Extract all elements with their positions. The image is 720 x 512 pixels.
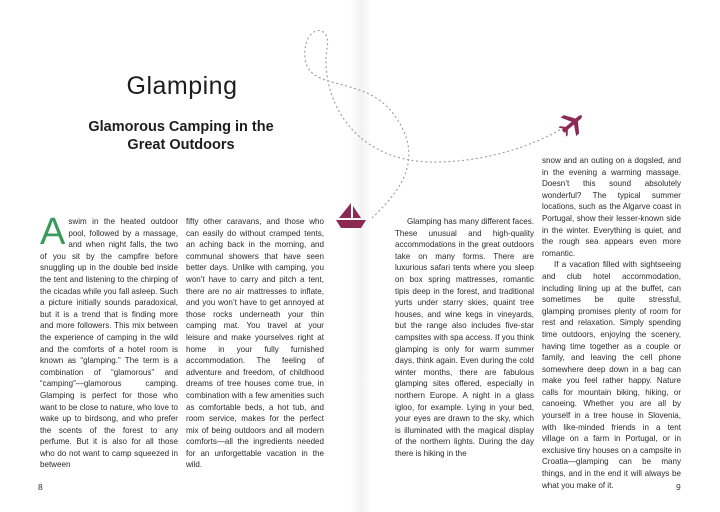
subtitle-line-2: Great Outdoors: [127, 137, 235, 153]
column-2-text: fifty other caravans, and those who can easily do without cramped tents, an aching back in the morning, and communal showers that have seen better days. Unlike with camping, you won’t have to carry and pitch a tent, there are no air mattresses to inflate, and you won’t have to get annoyed at those rocks underneath your thin camping mat. You travel at your leisure and make yourselves right at home in your fully furnished accommodation. The feeling of adventure and freedom, of childhood dreams of tree houses come true, in combination with a few amenities such as comfortable beds, a hot tub, and room service, makes for the perfect mix of being outdoors and all modern comforts—all the ingredients needed for an unforgettable vacation in the wild.: [186, 217, 324, 470]
body-column-3: [395, 216, 534, 459]
column-4-text-continued: snow and an outing on a dogsled, and in the evening a warming massage. Doesn’t this sound absolutely wonderful? The typical summer locations, such as the Algarve coast in Portugal, show their lesser-known side in the winter. Everything is quiet, and the rough sea appears even more romantic.: [542, 156, 681, 258]
body-column-1: [40, 211, 178, 471]
column-4-paragraph: If a vacation filled with sightseeing and club hotel accommodation, including lining up at the buffet, can sometimes be quite stressful, glamping promises plenty of room for rest and relaxation. Simply spending time outdoors, enjoying the scenery, having time together as a couple or family, and leaving the cell phone somewhere deep down in a bag can make you feel rather happy. Nature calls for mountain biking, hiking, or canoeing. Whether you are all by yourself in a tree house in Slovenia, with like-minded friends in a tent village on a farm in Portugal, or in exclusive tiny houses on a campsite in Croatia—glamping can be many things, and in the end it will always be what you make of it.: [542, 260, 681, 490]
drop-cap: A: [40, 211, 66, 253]
page-subtitle: [76, 118, 286, 154]
column-1-text: swim in the heated outdoor pool, followed by a massage, and when night falls, the two of you sit by the campfire before snuggling up in the double bed inside the tent and listening to the chirping of the cicadas while you fall asleep. Such a picture initially sounds paradoxical, but it is a trend that is finding more and more followers. This mix between the experience of camping in the wild and the comforts of a hotel room is known as “glamping.” The term is a combination of “glamorous” and “camping”—glamorous camping. Glamping is perfect for those who want to be close to nature, who love to wake up to birdsong, and who prefer the scents of the forest to any perfume. But it is also for all those who do not want to camp squeezed in between: [40, 217, 178, 470]
intro-paragraph: [40, 211, 178, 471]
column-3-text: Glamping has many different faces. These unusual and high-quality accommodations in the great outdoors take on many forms. There are luxurious safari tents where you sleep on box spring mattresses, romantic tipis deep in the forest, and traditional yurts under starry skies, quaint tree houses, and wine kegs in vineyards, but the range also includes five-star campsites with spa access. If you think glamping is only for warm summer days, think again. Even during the cold winter months, there are fabulous glamping sites offered, especially in northern Europe. A night in a glass igloo, for example. Lying in your bed, your eyes are drawn to the sky, which is illuminated with the magical display of the northern lights. During the day there is hiking in the: [395, 217, 534, 458]
subtitle-line-1: Glamorous Camping in the: [88, 119, 274, 135]
sailboat-icon: [336, 203, 366, 228]
dotted-travel-path: [305, 31, 563, 218]
airplane-icon: [555, 106, 590, 141]
body-column-4: [542, 155, 681, 491]
body-column-2: [186, 216, 324, 471]
page-number-right: 9: [676, 482, 681, 492]
page-number-left: 8: [38, 482, 43, 492]
page-title: Glamping: [126, 72, 238, 100]
